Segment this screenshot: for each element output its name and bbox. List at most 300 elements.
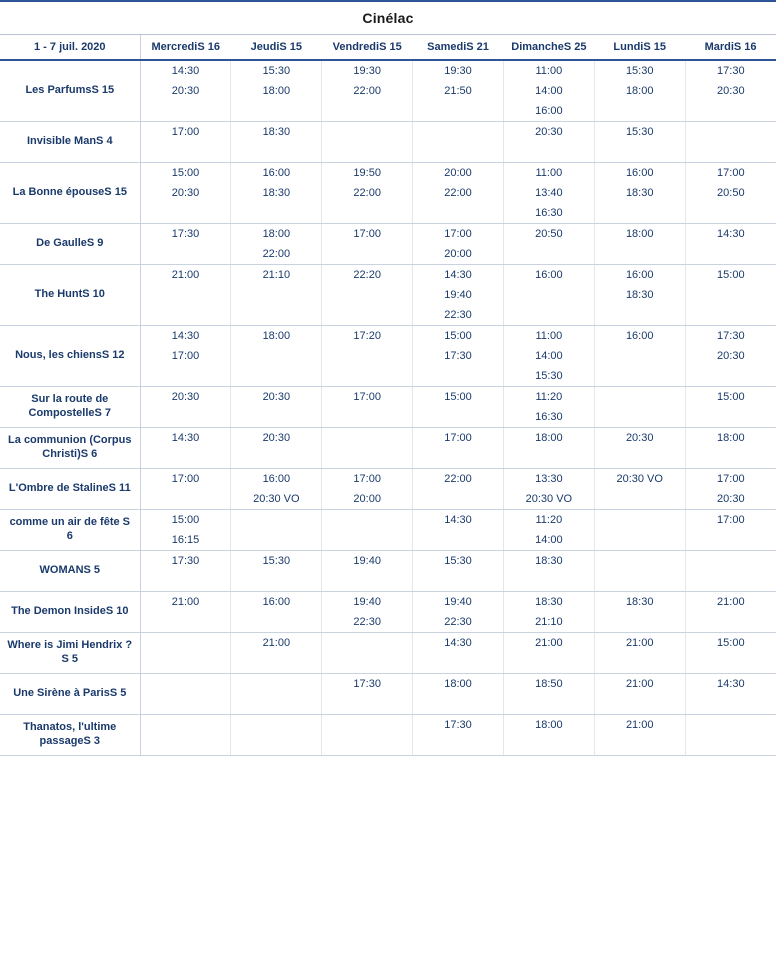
showtime-button[interactable]: 18:30: [535, 555, 563, 567]
showtime-button[interactable]: 15:30: [535, 370, 563, 382]
showtime-button[interactable]: 15:00: [171, 514, 200, 526]
table-row: [0, 265, 776, 326]
showtime-button[interactable]: 21:00: [262, 637, 291, 649]
film-title[interactable]: Sur la route de CompostelleS 7: [0, 387, 140, 428]
showtime-button[interactable]: 20:30: [717, 85, 745, 97]
film-title[interactable]: Where is Jimi Hendrix ?S 5: [0, 633, 140, 674]
showtime-empty: [413, 735, 503, 755]
showtime-button[interactable]: 15:00: [717, 269, 745, 281]
showtime-empty: [413, 142, 503, 162]
showtime-empty: [322, 428, 412, 448]
film-title[interactable]: WOMANS 5: [0, 551, 140, 592]
title-bar: [0, 0, 776, 35]
showtime-button[interactable]: 17:00: [444, 432, 472, 444]
table-row: [0, 551, 776, 592]
showtime-empty: [504, 694, 594, 714]
showtime-empty: [231, 407, 321, 427]
showtime-empty: [413, 122, 503, 142]
showtime-button[interactable]: 16:00: [625, 167, 654, 179]
showtimes-cell: [140, 326, 231, 387]
showtime-empty: [322, 142, 412, 162]
showtime-empty: [141, 612, 231, 632]
showtime-button[interactable]: 21:00: [535, 637, 563, 649]
showtimes-cell: [413, 163, 504, 224]
showtime-empty: [595, 653, 685, 673]
showtime-button[interactable]: 17:00: [717, 167, 745, 179]
showtime-button[interactable]: 22:30: [353, 616, 381, 628]
showtime-empty: [231, 674, 321, 694]
showtime-button[interactable]: 17:00: [171, 126, 200, 138]
showtime-button[interactable]: 18:00: [535, 719, 563, 731]
showtime-empty: [686, 715, 776, 735]
film-title[interactable]: The Demon InsideS 10: [0, 592, 140, 633]
showtime-button[interactable]: 18:00: [625, 228, 654, 240]
showtime-button[interactable]: 20:50: [717, 187, 745, 199]
showtime-button[interactable]: 19:40: [444, 596, 472, 608]
showtimes-cell: [231, 122, 322, 163]
showtime-empty: [231, 612, 321, 632]
showtimes-cell: [413, 428, 504, 469]
showtime-button[interactable]: 15:30: [262, 555, 291, 567]
showtimes-cell: [231, 428, 322, 469]
showtime-empty: [686, 203, 776, 223]
showtimes-cell: [322, 224, 413, 265]
film-title[interactable]: Les ParfumsS 15: [0, 60, 140, 122]
showtimes-cell: [231, 551, 322, 592]
showtime-empty: [141, 244, 231, 264]
showtimes-cell: [503, 265, 594, 326]
showtime-empty: [141, 407, 231, 427]
showtime-button[interactable]: 14:30: [171, 432, 200, 444]
showtime-empty: [595, 407, 685, 427]
showtime-button[interactable]: 20:30 VO: [253, 493, 300, 505]
showtime-button[interactable]: 16:00: [535, 105, 563, 117]
date-range-header: 1 - 7 juil. 2020: [0, 35, 140, 60]
showtime-button[interactable]: 21:10: [262, 269, 291, 281]
showtime-button[interactable]: 11:00: [535, 65, 563, 77]
showtime-button[interactable]: 22:00: [353, 187, 381, 199]
showtime-button[interactable]: 18:30: [625, 187, 654, 199]
showtime-empty: [595, 735, 685, 755]
showtime-button[interactable]: 18:30: [262, 126, 291, 138]
table-row: [0, 674, 776, 715]
showtimes-cell: [503, 510, 594, 551]
showtime-button[interactable]: 11:00: [535, 167, 563, 179]
showtimes-cell: [594, 510, 685, 551]
showtime-button[interactable]: 20:30: [625, 432, 654, 444]
showtime-empty: [504, 653, 594, 673]
showtimes-cell: [322, 551, 413, 592]
showtimes-cell: [231, 265, 322, 326]
showtime-button[interactable]: 14:30: [717, 228, 745, 240]
showtime-empty: [595, 448, 685, 468]
showtime-empty: [686, 407, 776, 427]
showtime-button[interactable]: 19:30: [353, 65, 381, 77]
showtime-empty: [595, 551, 685, 571]
showtime-button[interactable]: 15:00: [444, 391, 472, 403]
showtime-empty: [504, 305, 594, 325]
showtime-empty: [686, 366, 776, 386]
showtimes-cell: [140, 715, 231, 756]
film-title[interactable]: Une Sirène à ParisS 5: [0, 674, 140, 715]
showtime-empty: [413, 366, 503, 386]
film-title[interactable]: Thanatos, l'ultime passageS 3: [0, 715, 140, 756]
showtime-button[interactable]: 20:30: [171, 391, 200, 403]
showtime-button[interactable]: 17:20: [353, 330, 381, 342]
showtimes-cell: [140, 60, 231, 122]
showtime-empty: [595, 530, 685, 550]
showtime-button[interactable]: 16:00: [535, 269, 563, 281]
showtime-empty: [141, 448, 231, 468]
showtimes-cell: [685, 224, 776, 265]
film-title[interactable]: La Bonne épouseS 15: [0, 163, 140, 224]
showtime-button[interactable]: 18:00: [717, 432, 745, 444]
showtimes-cell: [140, 551, 231, 592]
film-title[interactable]: Nous, les chiensS 12: [0, 326, 140, 387]
showtime-empty: [413, 203, 503, 223]
showtimes-cell: [140, 265, 231, 326]
showtime-button[interactable]: 20:30: [171, 85, 200, 97]
showtime-empty: [595, 346, 685, 366]
showtime-button[interactable]: 20:30: [262, 432, 291, 444]
showtime-empty: [231, 530, 321, 550]
showtime-button[interactable]: 18:50: [535, 678, 563, 690]
showtime-empty: [686, 653, 776, 673]
showtimes-cell: [231, 633, 322, 674]
showtime-button[interactable]: 21:00: [717, 596, 745, 608]
showtimes-cell: [594, 633, 685, 674]
showtime-empty: [413, 489, 503, 509]
showtime-button[interactable]: 20:00: [444, 248, 472, 260]
showtime-button[interactable]: 11:20: [535, 391, 563, 403]
showtimes-cell: [322, 674, 413, 715]
showtime-button[interactable]: 19:30: [444, 65, 472, 77]
showtime-empty: [504, 244, 594, 264]
showtimes-cell: [685, 592, 776, 633]
film-title[interactable]: L'Ombre de StalineS 11: [0, 469, 140, 510]
showtimes-cell: [231, 163, 322, 224]
showtimes-cell: [231, 592, 322, 633]
showtime-button[interactable]: 20:00: [353, 493, 381, 505]
showtime-empty: [231, 285, 321, 305]
showtime-button[interactable]: 21:00: [625, 637, 654, 649]
showtime-button[interactable]: 19:40: [353, 555, 381, 567]
showtime-button[interactable]: 20:30 VO: [616, 473, 663, 485]
showtimes-cell: [685, 633, 776, 674]
showtime-button[interactable]: 14:00: [535, 350, 563, 362]
showtime-empty: [322, 366, 412, 386]
showtime-button[interactable]: 11:00: [535, 330, 563, 342]
showtime-button[interactable]: 18:00: [262, 85, 291, 97]
showtimes-cell: [594, 122, 685, 163]
showtimes-cell: [685, 469, 776, 510]
showtimes-cell: [413, 633, 504, 674]
showtime-empty: [504, 571, 594, 591]
showtime-button[interactable]: 22:00: [353, 85, 381, 97]
showtimes-cell: [322, 428, 413, 469]
showtime-button[interactable]: 17:00: [717, 473, 745, 485]
showtime-empty: [413, 101, 503, 121]
day-header-0: MercrediS 16: [140, 35, 231, 60]
showtime-button[interactable]: 17:30: [444, 350, 472, 362]
showtime-button[interactable]: 15:00: [717, 391, 745, 403]
showtime-button[interactable]: 17:00: [171, 350, 200, 362]
showtime-button[interactable]: 22:00: [444, 473, 472, 485]
showtime-button[interactable]: 18:00: [262, 228, 291, 240]
showtimes-cell: [413, 224, 504, 265]
showtime-button[interactable]: 15:30: [625, 126, 654, 138]
showtimes-cell: [503, 387, 594, 428]
showtime-empty: [413, 448, 503, 468]
showtime-button[interactable]: 21:50: [444, 85, 472, 97]
showtime-button[interactable]: 18:30: [535, 596, 563, 608]
showtime-button[interactable]: 18:00: [262, 330, 291, 342]
showtimes-cell: [594, 163, 685, 224]
showtime-empty: [141, 366, 231, 386]
showtime-button[interactable]: 20:30: [262, 391, 291, 403]
showtime-empty: [686, 244, 776, 264]
showtimes-cell: [413, 122, 504, 163]
showtimes-cell: [322, 387, 413, 428]
showtime-empty: [322, 101, 412, 121]
showtime-button[interactable]: 17:30: [353, 678, 381, 690]
showtimes-cell: [594, 469, 685, 510]
showtimes-cell: [322, 469, 413, 510]
showtime-empty: [322, 407, 412, 427]
showtime-button[interactable]: 17:30: [717, 330, 745, 342]
showtime-button[interactable]: 15:30: [262, 65, 291, 77]
showtimes-cell: [685, 60, 776, 122]
table-row: [0, 428, 776, 469]
showtime-button[interactable]: 21:00: [625, 719, 654, 731]
showtime-button[interactable]: 15:30: [444, 555, 472, 567]
showtime-button[interactable]: 18:00: [535, 432, 563, 444]
showtime-button[interactable]: 19:50: [353, 167, 381, 179]
showtime-empty: [413, 571, 503, 591]
showtime-empty: [686, 122, 776, 142]
film-title[interactable]: The HuntS 10: [0, 265, 140, 326]
showtime-button[interactable]: 16:00: [262, 596, 291, 608]
showtime-button[interactable]: 18:00: [444, 678, 472, 690]
showtime-button[interactable]: 14:00: [535, 85, 563, 97]
showtime-button[interactable]: 16:00: [262, 473, 291, 485]
showtime-button[interactable]: 20:30 VO: [525, 493, 573, 505]
showtime-empty: [595, 571, 685, 591]
showtimes-cell: [594, 60, 685, 122]
showtimes-cell: [140, 674, 231, 715]
day-header-3: SamediS 21: [413, 35, 504, 60]
table-body: [0, 60, 776, 756]
schedule-table: [0, 35, 776, 756]
showtimes-cell: [322, 122, 413, 163]
showtimes-cell: [413, 60, 504, 122]
table-row: [0, 387, 776, 428]
showtime-button[interactable]: 21:00: [171, 269, 200, 281]
showtime-button[interactable]: 16:00: [625, 269, 654, 281]
showtime-empty: [231, 142, 321, 162]
showtime-button[interactable]: 21:00: [625, 678, 654, 690]
showtimes-cell: [322, 163, 413, 224]
showtime-button[interactable]: 20:30: [171, 187, 200, 199]
showtimes-cell: [231, 469, 322, 510]
showtime-button[interactable]: 17:00: [717, 514, 745, 526]
showtime-button[interactable]: 14:30: [444, 637, 472, 649]
showtime-empty: [504, 285, 594, 305]
showtime-button[interactable]: 21:10: [535, 616, 563, 628]
showtime-button[interactable]: 16:00: [262, 167, 291, 179]
showtime-empty: [322, 346, 412, 366]
showtimes-cell: [594, 715, 685, 756]
showtime-button[interactable]: 20:30: [717, 350, 745, 362]
showtimes-cell: [322, 633, 413, 674]
showtime-button[interactable]: 17:30: [444, 719, 472, 731]
showtime-empty: [322, 203, 412, 223]
showtime-empty: [686, 305, 776, 325]
film-title[interactable]: La communion (Corpus Christi)S 6: [0, 428, 140, 469]
showtime-empty: [322, 633, 412, 653]
showtime-empty: [141, 101, 231, 121]
showtime-button[interactable]: 22:30: [444, 309, 472, 321]
showtime-empty: [231, 694, 321, 714]
showtime-button[interactable]: 22:00: [262, 248, 291, 260]
showtime-button[interactable]: 14:30: [717, 678, 745, 690]
showtime-button[interactable]: 15:00: [444, 330, 472, 342]
showtime-empty: [322, 571, 412, 591]
showtime-empty: [141, 653, 231, 673]
showtime-button[interactable]: 20:00: [444, 167, 472, 179]
showtime-empty: [595, 387, 685, 407]
showtime-button[interactable]: 13:30: [535, 473, 563, 485]
showtime-button[interactable]: 22:20: [353, 269, 381, 281]
showtime-empty: [231, 366, 321, 386]
showtimes-cell: [322, 715, 413, 756]
showtime-button[interactable]: 16:00: [625, 330, 654, 342]
showtime-empty: [686, 551, 776, 571]
showtime-button[interactable]: 14:30: [444, 514, 472, 526]
showtime-empty: [595, 510, 685, 530]
showtimes-cell: [503, 326, 594, 387]
showtimes-cell: [503, 469, 594, 510]
showtime-empty: [686, 448, 776, 468]
showtime-button[interactable]: 17:30: [171, 555, 200, 567]
showtime-empty: [504, 142, 594, 162]
showtime-button[interactable]: 20:30: [717, 493, 745, 505]
showtime-empty: [595, 244, 685, 264]
showtime-button[interactable]: 22:00: [444, 187, 472, 199]
showtime-empty: [595, 612, 685, 632]
day-header-1: JeudiS 15: [231, 35, 322, 60]
showtime-empty: [141, 142, 231, 162]
showtimes-cell: [594, 224, 685, 265]
showtimes-cell: [322, 60, 413, 122]
showtimes-cell: [594, 674, 685, 715]
showtime-button[interactable]: 16:30: [535, 207, 563, 219]
showtime-button[interactable]: 17:00: [444, 228, 472, 240]
showtime-empty: [141, 203, 231, 223]
showtimes-cell: [413, 510, 504, 551]
film-title[interactable]: comme un air de fête S 6: [0, 510, 140, 551]
showtimes-cell: [140, 428, 231, 469]
table-row: [0, 469, 776, 510]
showtimes-cell: [140, 122, 231, 163]
showtime-empty: [231, 735, 321, 755]
showtime-button[interactable]: 16:15: [171, 534, 200, 546]
showtimes-cell: [503, 674, 594, 715]
showtime-button[interactable]: 21:00: [171, 596, 200, 608]
showtime-empty: [686, 694, 776, 714]
showtimes-cell: [140, 224, 231, 265]
showtime-empty: [141, 735, 231, 755]
showtimes-cell: [594, 326, 685, 387]
showtime-button[interactable]: 15:00: [717, 637, 745, 649]
showtime-button[interactable]: 14:30: [444, 269, 472, 281]
showtime-button[interactable]: 18:30: [262, 187, 291, 199]
showtime-button[interactable]: 17:30: [171, 228, 200, 240]
film-title[interactable]: Invisible ManS 4: [0, 122, 140, 163]
showtimes-cell: [594, 428, 685, 469]
table-row: [0, 633, 776, 674]
showtimes-cell: [413, 326, 504, 387]
showtime-empty: [141, 489, 231, 509]
showtimes-cell: [140, 163, 231, 224]
showtime-empty: [686, 735, 776, 755]
showtimes-cell: [231, 60, 322, 122]
showtime-button[interactable]: 18:30: [625, 596, 654, 608]
showtime-button[interactable]: 19:40: [444, 289, 472, 301]
showtime-button[interactable]: 17:30: [717, 65, 745, 77]
showtime-button[interactable]: 15:30: [625, 65, 654, 77]
showtime-empty: [686, 142, 776, 162]
showtime-button[interactable]: 19:40: [353, 596, 381, 608]
showtimes-cell: [140, 510, 231, 551]
showtime-button[interactable]: 13:40: [535, 187, 563, 199]
day-header-4: DimancheS 25: [503, 35, 594, 60]
showtime-button[interactable]: 11:20: [535, 514, 563, 526]
showtime-button[interactable]: 17:00: [353, 473, 381, 485]
showtime-button[interactable]: 14:30: [171, 65, 200, 77]
showtime-button[interactable]: 15:00: [171, 167, 200, 179]
showtime-button[interactable]: 20:30: [535, 126, 563, 138]
showtimes-cell: [685, 510, 776, 551]
table-row: [0, 60, 776, 122]
showtime-button[interactable]: 17:00: [171, 473, 200, 485]
showtimes-cell: [685, 551, 776, 592]
showtime-empty: [231, 101, 321, 121]
showtimes-cell: [413, 715, 504, 756]
showtimes-cell: [413, 592, 504, 633]
showtimes-cell: [413, 551, 504, 592]
film-title[interactable]: De GaulleS 9: [0, 224, 140, 265]
showtime-button[interactable]: 14:30: [171, 330, 200, 342]
showtime-button[interactable]: 18:00: [625, 85, 654, 97]
showtime-empty: [322, 244, 412, 264]
showtime-button[interactable]: 17:00: [353, 228, 381, 240]
showtime-empty: [231, 510, 321, 530]
table-row: [0, 592, 776, 633]
showtime-button[interactable]: 22:30: [444, 616, 472, 628]
showtime-button[interactable]: 20:50: [535, 228, 563, 240]
showtime-button[interactable]: 14:00: [535, 534, 563, 546]
showtime-button[interactable]: 18:30: [625, 289, 654, 301]
showtime-empty: [322, 448, 412, 468]
showtimes-cell: [503, 163, 594, 224]
showtime-button[interactable]: 16:30: [535, 411, 563, 423]
showtime-button[interactable]: 17:00: [353, 391, 381, 403]
page-title: Cinélac: [362, 10, 414, 26]
showtime-empty: [231, 305, 321, 325]
showtimes-cell: [322, 510, 413, 551]
showtime-empty: [686, 285, 776, 305]
